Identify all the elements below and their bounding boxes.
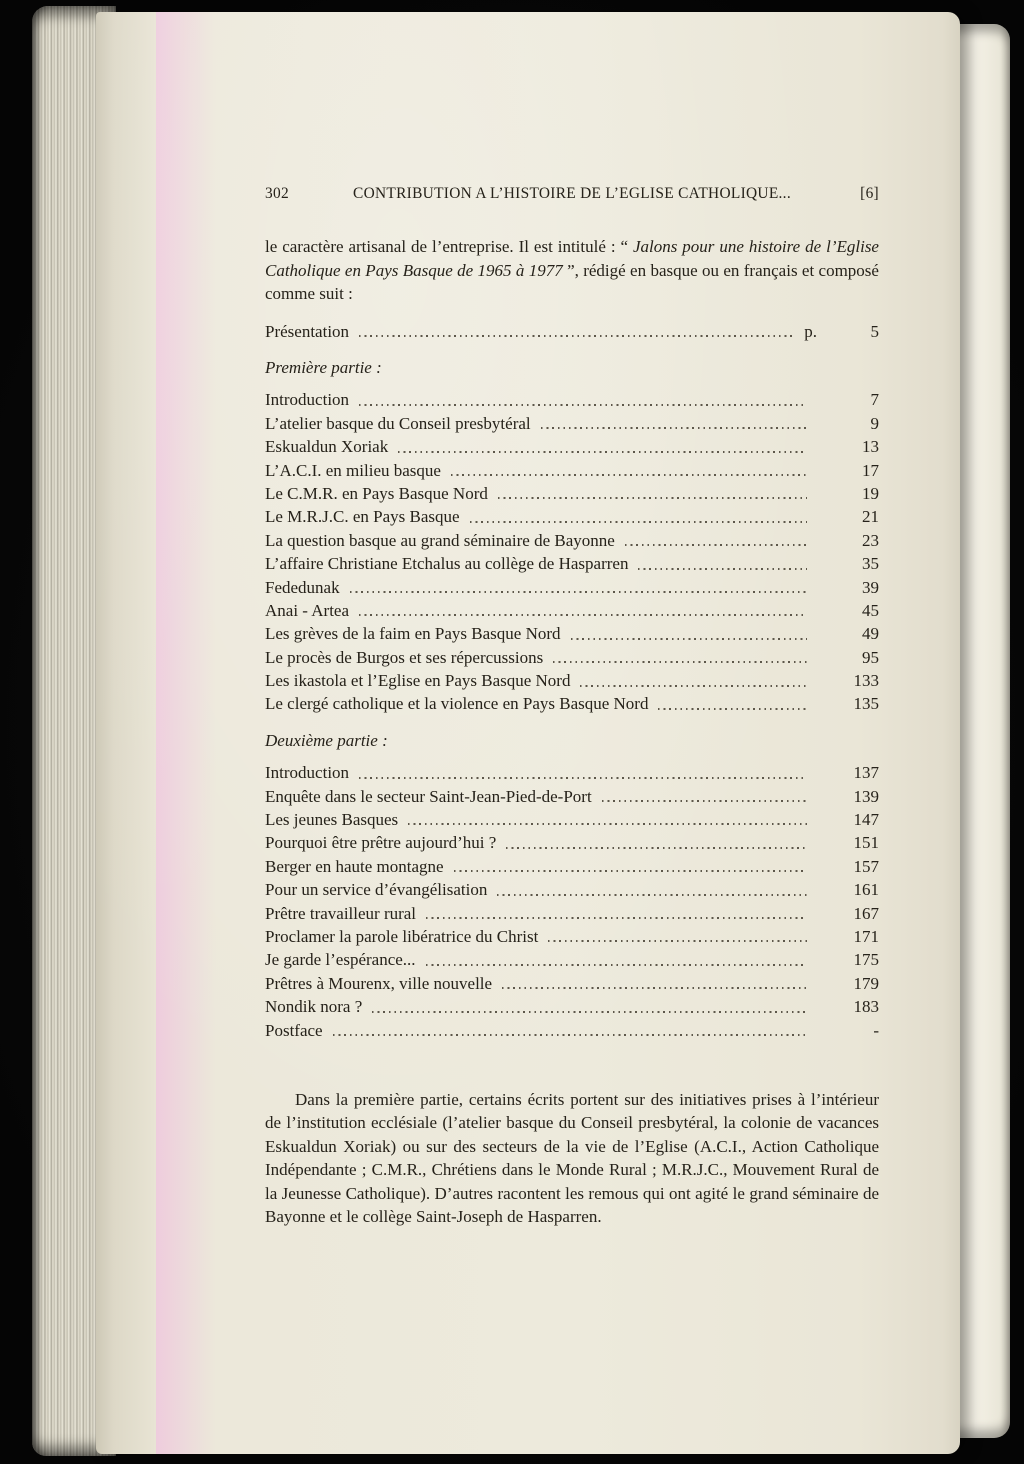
toc-row bbox=[265, 622, 879, 645]
toc-row bbox=[265, 529, 879, 552]
toc-entry-label: Anai - Artea bbox=[265, 600, 350, 620]
toc-entry-page: 167 bbox=[853, 903, 879, 923]
dot-leader bbox=[506, 847, 807, 849]
toc-section-heading: Première partie : bbox=[265, 358, 382, 378]
toc-entry-label: Eskualdun Xoriak bbox=[265, 437, 389, 457]
toc-row bbox=[265, 761, 879, 784]
toc-row bbox=[265, 693, 879, 716]
running-header bbox=[265, 182, 879, 205]
intro-text-1: le caractère artisanal de l’entreprise. Il est intitulé : “ bbox=[265, 237, 633, 257]
toc-row bbox=[265, 878, 879, 901]
toc-entry-label: La question basque au grand séminaire de Bayonne bbox=[265, 530, 615, 550]
toc-row bbox=[265, 948, 879, 971]
toc-entry-page: 35 bbox=[862, 554, 879, 574]
dot-leader bbox=[359, 614, 807, 616]
toc-entry-label: Introduction bbox=[265, 390, 350, 410]
toc-entry-page: 23 bbox=[862, 530, 879, 550]
toc-entry-label: Pourquoi être prêtre aujourd’hui ? bbox=[265, 833, 497, 853]
dot-leader bbox=[426, 917, 807, 919]
toc-entry-page: 95 bbox=[862, 647, 879, 667]
dot-leader bbox=[451, 474, 807, 476]
toc-entry-page: 175 bbox=[853, 950, 879, 970]
toc-entry-page: 179 bbox=[853, 973, 879, 993]
toc-row bbox=[265, 972, 879, 995]
dot-leader bbox=[580, 685, 807, 687]
toc-entry-page: 13 bbox=[862, 437, 879, 457]
toc-entry-label: Pour un service d’évangélisation bbox=[265, 880, 488, 900]
book-page bbox=[96, 12, 960, 1454]
toc-entry-page: 45 bbox=[862, 600, 879, 620]
toc-row bbox=[265, 1019, 879, 1042]
intro-text-2: ”, rédigé en basque ou en français et composé comme suit : bbox=[265, 260, 879, 304]
dot-leader bbox=[470, 521, 807, 523]
dot-leader bbox=[359, 404, 807, 406]
dot-leader bbox=[426, 964, 807, 966]
toc-entry-page: 5 bbox=[870, 321, 879, 341]
toc-entry-label: Prêtre travailleur rural bbox=[265, 903, 417, 923]
toc-row bbox=[265, 388, 879, 411]
toc-entry-label: Le M.R.J.C. en Pays Basque bbox=[265, 507, 460, 527]
dot-leader bbox=[502, 987, 807, 989]
dot-leader bbox=[553, 661, 807, 663]
dot-leader bbox=[398, 451, 807, 453]
toc-row bbox=[265, 808, 879, 831]
toc-entry-page: 171 bbox=[853, 927, 879, 947]
toc-sections bbox=[265, 356, 879, 1042]
toc-entry-page: 39 bbox=[862, 577, 879, 597]
toc-row bbox=[265, 552, 879, 575]
dot-leader bbox=[548, 940, 807, 942]
toc-row bbox=[265, 831, 879, 854]
dot-leader bbox=[408, 823, 807, 825]
toc-row bbox=[265, 995, 879, 1018]
dot-leader bbox=[454, 870, 807, 872]
folio-number: [6] bbox=[860, 185, 879, 202]
toc-entry-page: 49 bbox=[862, 624, 879, 644]
toc-row bbox=[265, 785, 879, 808]
toc-row bbox=[265, 855, 879, 878]
dot-leader bbox=[571, 638, 807, 640]
toc-entry-page: 161 bbox=[853, 880, 879, 900]
toc-row bbox=[265, 925, 879, 948]
toc-row bbox=[265, 576, 879, 599]
toc-entry-page: 135 bbox=[853, 694, 879, 714]
toc-entry-page: 147 bbox=[853, 810, 879, 830]
dot-leader bbox=[658, 708, 807, 710]
dot-leader bbox=[372, 1011, 807, 1013]
toc-entry-label: Nondik nora ? bbox=[265, 997, 363, 1017]
toc-entry-page: 7 bbox=[870, 390, 879, 410]
dot-leader bbox=[602, 800, 807, 802]
page-abbreviation: p. bbox=[804, 321, 817, 341]
toc-entry-label: Les ikastola et l’Eglise en Pays Basque Nord bbox=[265, 671, 571, 691]
toc-entry-page: 183 bbox=[853, 997, 879, 1017]
toc-entry-page: 17 bbox=[862, 460, 879, 480]
page-content bbox=[265, 182, 879, 1228]
dot-leader bbox=[497, 894, 807, 896]
toc-entry-label: Les jeunes Basques bbox=[265, 810, 399, 830]
toc-row bbox=[265, 505, 879, 528]
toc-entry-label: Fededunak bbox=[265, 577, 340, 597]
toc-entry-page: 9 bbox=[870, 413, 879, 433]
running-title: CONTRIBUTION A L’HISTOIRE DE L’EGLISE CATHOLIQUE... bbox=[353, 185, 791, 202]
toc-entry-page: 157 bbox=[853, 856, 879, 876]
dot-leader bbox=[498, 497, 807, 499]
intro-book-title: Jalons pour une histoire de l’Eglise Catholique en Pays Basque de 1965 à 1977 bbox=[265, 237, 879, 280]
toc-row bbox=[265, 459, 879, 482]
intro-paragraph bbox=[265, 235, 879, 305]
toc-entry-label: Proclamer la parole libératrice du Christ bbox=[265, 927, 539, 947]
toc-entry-page: 139 bbox=[853, 786, 879, 806]
toc-entry-page: 19 bbox=[862, 483, 879, 503]
toc-row bbox=[265, 599, 879, 622]
toc-entry-label: L’atelier basque du Conseil presbytéral bbox=[265, 413, 531, 433]
toc-entry-page: - bbox=[873, 1020, 879, 1040]
toc-entry-label: Les grèves de la faim en Pays Basque Nord bbox=[265, 624, 561, 644]
toc-entry-label: Postface bbox=[265, 1020, 323, 1040]
dot-leader bbox=[359, 335, 792, 337]
toc-row bbox=[265, 646, 879, 669]
toc-row-presentation bbox=[265, 320, 879, 343]
toc-row bbox=[265, 412, 879, 435]
toc-entry-page: 21 bbox=[862, 507, 879, 527]
dot-leader bbox=[333, 1034, 807, 1036]
dot-leader bbox=[350, 591, 807, 593]
toc-entry-label: Je garde l’espérance... bbox=[265, 950, 416, 970]
toc-entry-label: Le C.M.R. en Pays Basque Nord bbox=[265, 483, 488, 503]
toc-row bbox=[265, 902, 879, 925]
dot-leader bbox=[625, 544, 807, 546]
toc-entry-page: 137 bbox=[853, 763, 879, 783]
toc-entry-page: 151 bbox=[853, 833, 879, 853]
toc-entry-label: L’affaire Christiane Etchalus au collège de Hasparren bbox=[265, 554, 629, 574]
toc-entry-label: Prêtres à Mourenx, ville nouvelle bbox=[265, 973, 493, 993]
page-number: 302 bbox=[265, 185, 289, 202]
toc-entry-label: L’A.C.I. en milieu basque bbox=[265, 460, 441, 480]
toc-entry-label: Le procès de Burgos et ses répercussions bbox=[265, 647, 544, 667]
dot-leader bbox=[638, 568, 807, 570]
toc-entry-label: Présentation bbox=[265, 321, 350, 341]
toc-entry-label: Introduction bbox=[265, 763, 350, 783]
toc-row bbox=[265, 435, 879, 458]
toc-entry-label: Berger en haute montagne bbox=[265, 856, 444, 876]
dot-leader bbox=[359, 777, 807, 779]
closing-paragraph: Dans la première partie, certains écrits portent sur des initiatives prises à l’intérieur de l’institution ecclésiale (l’atelier basque du Conseil presbytéral, la colonie de vacances Eskualdun Xoriak) ou sur des secteurs de la vie de l’Eglise (A.C.I., Action Catholique Indépendante ; C.M.R., Chrétiens dans le Monde Rural ; M.R.J.C., Mouvement Rural de la Jeunesse Catholique). D’autres racontent les remous qui ont agité le grand séminaire de Bayonne et le collège Saint-Joseph de Hasparren. bbox=[265, 1089, 879, 1227]
toc-entry-page: 133 bbox=[853, 671, 879, 691]
dot-leader bbox=[541, 427, 807, 429]
toc-entry-label: Enquête dans le secteur Saint-Jean-Pied-de-Port bbox=[265, 786, 592, 806]
toc-entry-label: Le clergé catholique et la violence en Pays Basque Nord bbox=[265, 694, 649, 714]
toc-section-heading: Deuxième partie : bbox=[265, 730, 388, 750]
toc-row bbox=[265, 669, 879, 692]
toc-row bbox=[265, 482, 879, 505]
